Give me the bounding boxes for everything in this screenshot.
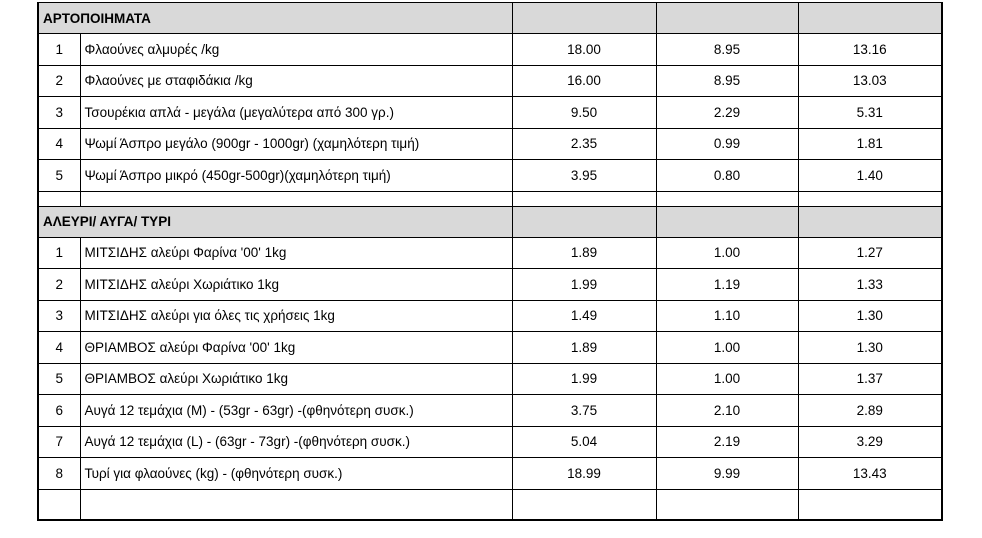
- avg-price-cell[interactable]: 1.27: [798, 237, 942, 269]
- section-header-cell[interactable]: [798, 3, 942, 34]
- table-row: [38, 97, 942, 129]
- max-price-cell[interactable]: 16.00: [512, 65, 656, 97]
- max-price-cell[interactable]: 1.49: [512, 300, 656, 332]
- min-price-cell[interactable]: 1.00: [656, 363, 798, 395]
- avg-price-cell[interactable]: 1.37: [798, 363, 942, 395]
- row-number-cell[interactable]: 1: [38, 237, 80, 269]
- max-price-cell[interactable]: 2.35: [512, 128, 656, 160]
- avg-price-cell[interactable]: 13.03: [798, 65, 942, 97]
- row-number-cell[interactable]: 7: [38, 426, 80, 458]
- row-number-cell[interactable]: 5: [38, 363, 80, 395]
- row-number-cell[interactable]: 4: [38, 128, 80, 160]
- max-price-cell[interactable]: 3.75: [512, 395, 656, 427]
- table-row: [38, 65, 942, 97]
- max-price-cell[interactable]: 18.99: [512, 458, 656, 490]
- table-row: [38, 269, 942, 301]
- empty-cell[interactable]: [798, 489, 942, 520]
- row-number-cell[interactable]: 3: [38, 97, 80, 129]
- price-table-body: [38, 3, 942, 520]
- section-title[interactable]: ΑΡΤΟΠΟΙΗΜΑΤΑ: [38, 3, 512, 34]
- product-description-cell[interactable]: Ψωμί Άσπρο μεγάλο (900gr - 1000gr) (χαμηλότερη τιμή): [80, 128, 512, 160]
- empty-cell[interactable]: [38, 489, 80, 520]
- empty-cell[interactable]: [38, 191, 80, 206]
- section-header-row: [38, 206, 942, 237]
- table-row: [38, 332, 942, 364]
- min-price-cell[interactable]: 1.00: [656, 332, 798, 364]
- section-header-cell[interactable]: [512, 3, 656, 34]
- min-price-cell[interactable]: 2.29: [656, 97, 798, 129]
- min-price-cell[interactable]: 0.99: [656, 128, 798, 160]
- empty-cell[interactable]: [512, 191, 656, 206]
- min-price-cell[interactable]: 0.80: [656, 160, 798, 192]
- product-description-cell[interactable]: Ψωμί Άσπρο μικρό (450gr-500gr)(χαμηλότερη τιμή): [80, 160, 512, 192]
- empty-cell[interactable]: [512, 489, 656, 520]
- min-price-cell[interactable]: 9.99: [656, 458, 798, 490]
- product-description-cell[interactable]: ΜΙΤΣΙΔΗΣ αλεύρι Χωριάτικο 1kg: [80, 269, 512, 301]
- avg-price-cell[interactable]: 1.81: [798, 128, 942, 160]
- empty-cell[interactable]: [798, 191, 942, 206]
- section-header-cell[interactable]: [656, 3, 798, 34]
- product-description-cell[interactable]: Αυγά 12 τεμάχια (Μ) - (53gr - 63gr) -(φθηνότερη συσκ.): [80, 395, 512, 427]
- empty-row: [38, 191, 942, 206]
- row-number-cell[interactable]: 3: [38, 300, 80, 332]
- product-description-cell[interactable]: Φλαούνες με σταφιδάκια /kg: [80, 65, 512, 97]
- avg-price-cell[interactable]: 1.30: [798, 300, 942, 332]
- product-description-cell[interactable]: Αυγά 12 τεμάχια (L) - (63gr - 73gr) -(φθηνότερη συσκ.): [80, 426, 512, 458]
- max-price-cell[interactable]: 3.95: [512, 160, 656, 192]
- table-row: [38, 395, 942, 427]
- max-price-cell[interactable]: 9.50: [512, 97, 656, 129]
- max-price-cell[interactable]: 5.04: [512, 426, 656, 458]
- avg-price-cell[interactable]: 1.30: [798, 332, 942, 364]
- min-price-cell[interactable]: 8.95: [656, 65, 798, 97]
- min-price-cell[interactable]: 2.19: [656, 426, 798, 458]
- table-row: [38, 300, 942, 332]
- product-description-cell[interactable]: Τυρί για φλαούνες (kg) - (φθηνότερη συσκ.): [80, 458, 512, 490]
- avg-price-cell[interactable]: 1.40: [798, 160, 942, 192]
- table-row: [38, 128, 942, 160]
- product-description-cell[interactable]: ΘΡΙΑΜΒΟΣ αλεύρι Φαρίνα '00' 1kg: [80, 332, 512, 364]
- avg-price-cell[interactable]: 3.29: [798, 426, 942, 458]
- table-row: [38, 426, 942, 458]
- row-number-cell[interactable]: 4: [38, 332, 80, 364]
- empty-row: [38, 489, 942, 520]
- min-price-cell[interactable]: 1.00: [656, 237, 798, 269]
- section-title[interactable]: ΑΛΕΥΡΙ/ ΑΥΓΑ/ ΤΥΡΙ: [38, 206, 512, 237]
- section-header-cell[interactable]: [656, 206, 798, 237]
- product-description-cell[interactable]: ΘΡΙΑΜΒΟΣ αλεύρι Χωριάτικο 1kg: [80, 363, 512, 395]
- max-price-cell[interactable]: 18.00: [512, 34, 656, 66]
- table-row: [38, 237, 942, 269]
- section-header-cell[interactable]: [798, 206, 942, 237]
- avg-price-cell[interactable]: 13.16: [798, 34, 942, 66]
- avg-price-cell[interactable]: 1.33: [798, 269, 942, 301]
- row-number-cell[interactable]: 8: [38, 458, 80, 490]
- row-number-cell[interactable]: 6: [38, 395, 80, 427]
- row-number-cell[interactable]: 2: [38, 65, 80, 97]
- min-price-cell[interactable]: 2.10: [656, 395, 798, 427]
- table-row: [38, 363, 942, 395]
- max-price-cell[interactable]: 1.89: [512, 332, 656, 364]
- product-description-cell[interactable]: ΜΙΤΣΙΔΗΣ αλεύρι Φαρίνα '00' 1kg: [80, 237, 512, 269]
- empty-cell[interactable]: [80, 191, 512, 206]
- product-description-cell[interactable]: Φλαούνες αλμυρές /kg: [80, 34, 512, 66]
- row-number-cell[interactable]: 1: [38, 34, 80, 66]
- product-description-cell[interactable]: Τσουρέκια απλά - μεγάλα (μεγαλύτερα από 300 γρ.): [80, 97, 512, 129]
- empty-cell[interactable]: [656, 191, 798, 206]
- table-row: [38, 34, 942, 66]
- row-number-cell[interactable]: 5: [38, 160, 80, 192]
- min-price-cell[interactable]: 8.95: [656, 34, 798, 66]
- section-header-row: [38, 3, 942, 34]
- empty-cell[interactable]: [656, 489, 798, 520]
- empty-cell[interactable]: [80, 489, 512, 520]
- min-price-cell[interactable]: 1.19: [656, 269, 798, 301]
- avg-price-cell[interactable]: 5.31: [798, 97, 942, 129]
- min-price-cell[interactable]: 1.10: [656, 300, 798, 332]
- row-number-cell[interactable]: 2: [38, 269, 80, 301]
- section-header-cell[interactable]: [512, 206, 656, 237]
- table-row: [38, 160, 942, 192]
- max-price-cell[interactable]: 1.99: [512, 269, 656, 301]
- product-description-cell[interactable]: ΜΙΤΣΙΔΗΣ αλεύρι για όλες τις χρήσεις 1kg: [80, 300, 512, 332]
- avg-price-cell[interactable]: 2.89: [798, 395, 942, 427]
- price-table: [37, 2, 943, 521]
- max-price-cell[interactable]: 1.99: [512, 363, 656, 395]
- avg-price-cell[interactable]: 13.43: [798, 458, 942, 490]
- max-price-cell[interactable]: 1.89: [512, 237, 656, 269]
- table-row: [38, 458, 942, 490]
